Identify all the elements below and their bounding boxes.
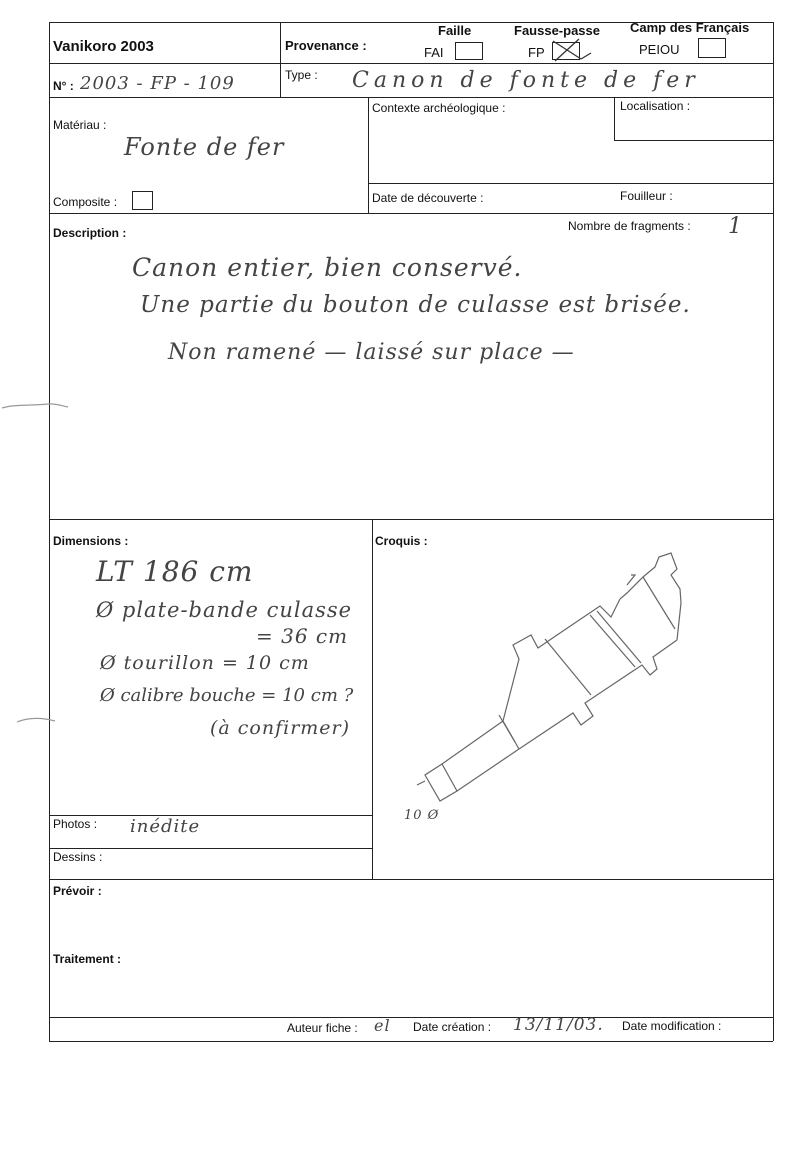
option-fausse-passe-heading: Fausse-passe (514, 23, 600, 38)
description-line-1: Canon entier, bien conservé. (132, 253, 523, 282)
dimensions-label: Dimensions : (53, 534, 129, 548)
drawings-label: Dessins : (53, 850, 103, 864)
fragments-label: Nombre de fragments : (568, 219, 691, 233)
option-fausse-passe-checkbox[interactable] (552, 42, 580, 60)
composite-checkbox[interactable] (132, 191, 153, 210)
description-label: Description : (53, 226, 127, 240)
localisation-label: Localisation : (620, 99, 691, 113)
photos-label: Photos : (53, 817, 98, 831)
option-faille-heading: Faille (438, 23, 472, 38)
provenance-label: Provenance : (285, 38, 367, 53)
option-faille-code: FAI (424, 45, 444, 60)
dimensions-line-5: Ø calibre bouche = 10 cm ? (100, 685, 354, 706)
photos-value: inédite (130, 816, 201, 837)
type-value: Canon de fonte de fer (352, 68, 700, 93)
sketch-label: Croquis : (375, 534, 428, 548)
check-mark-icon (551, 37, 595, 63)
number-value: 2003 - FP - 109 (80, 73, 235, 94)
dimensions-line-1: LT 186 cm (96, 555, 254, 588)
description-line-3: Non ramené — laissé sur place — (168, 340, 575, 365)
scan-mark-left-top (0, 398, 70, 418)
author-value: el (374, 1016, 391, 1035)
material-label: Matériau : (53, 118, 107, 132)
option-camp-code: PEIOU (639, 42, 680, 57)
treatment-label: Traitement : (53, 952, 122, 966)
excavator-label: Fouilleur : (620, 189, 673, 203)
form-title: Vanikoro 2003 (53, 38, 154, 55)
modified-label: Date modification : (622, 1019, 722, 1033)
fragments-value: 1 (728, 214, 743, 239)
author-label: Auteur fiche : (287, 1021, 358, 1035)
option-fausse-passe-code: FP (528, 45, 545, 60)
description-line-2: Une partie du bouton de culasse est brisée. (140, 292, 691, 318)
composite-label: Composite : (53, 195, 118, 209)
scan-mark-left-bottom (15, 712, 60, 732)
sketch-annotation: 10 Ø (404, 808, 440, 823)
option-camp-heading: Camp des Français (630, 20, 750, 35)
option-camp-checkbox[interactable] (698, 38, 726, 58)
type-label: Type : (285, 68, 318, 82)
dimensions-line-6: (à confirmer) (210, 717, 351, 739)
number-label: N° : (53, 79, 74, 93)
dimensions-line-2: Ø plate-bande culasse (96, 598, 353, 622)
cannon-sketch (395, 545, 705, 820)
discovery-date-label: Date de découverte : (372, 191, 484, 205)
created-value: 13/11/03. (513, 1015, 604, 1035)
material-value: Fonte de fer (124, 133, 285, 161)
option-faille-checkbox[interactable] (455, 42, 483, 60)
context-label: Contexte archéologique : (372, 101, 506, 115)
dimensions-line-3: = 36 cm (256, 624, 349, 648)
created-label: Date création : (413, 1020, 492, 1034)
plan-label: Prévoir : (53, 884, 102, 898)
dimensions-line-4: Ø tourillon = 10 cm (100, 652, 310, 674)
